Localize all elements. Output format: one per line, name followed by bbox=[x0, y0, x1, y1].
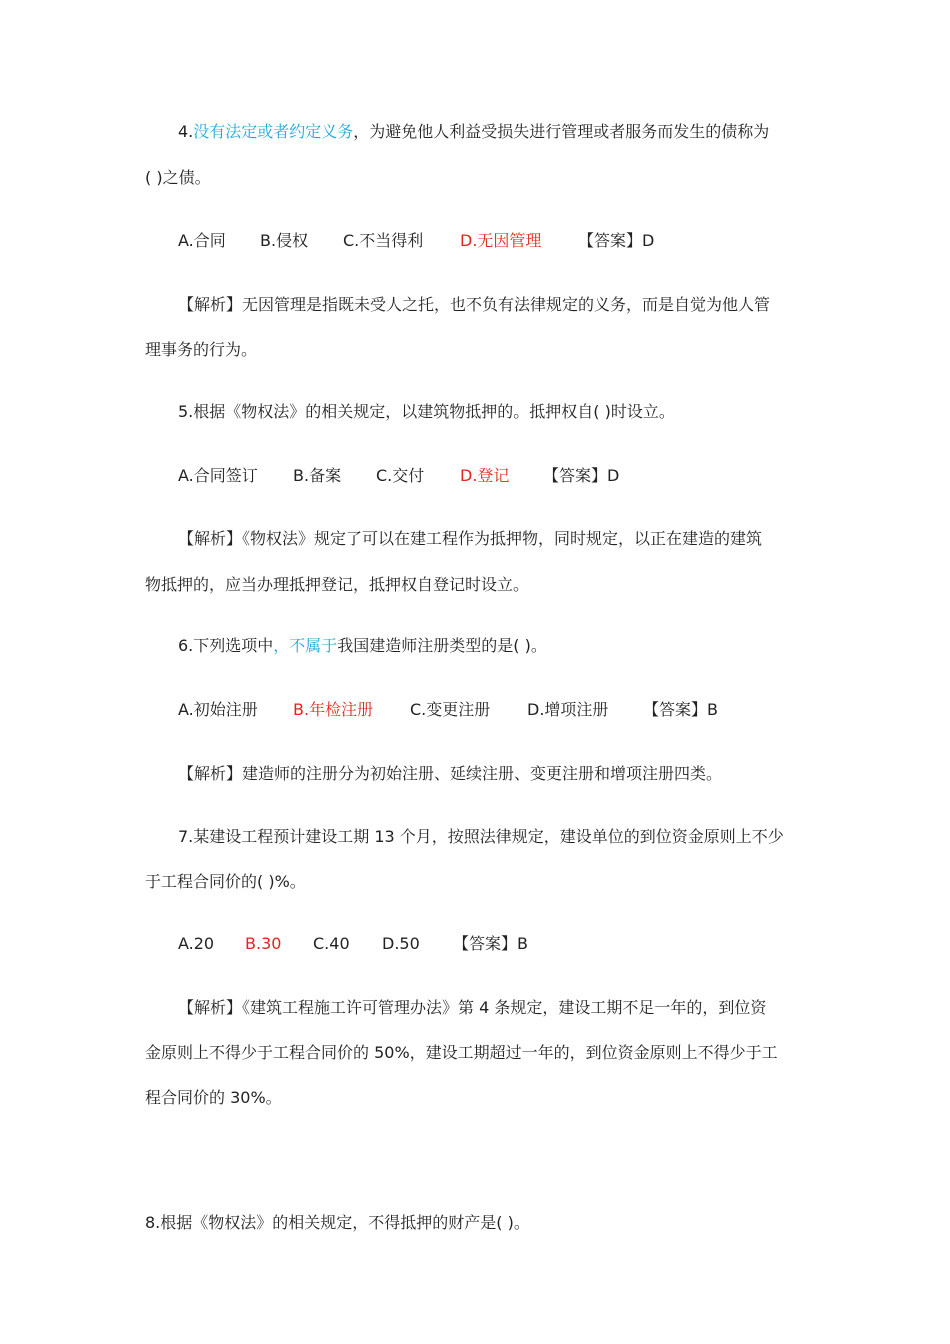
q7-stem-line1: 7.某建设工程预计建设工期 13 个月，按照法律规定，建设单位的到位资金原则上不少 bbox=[178, 827, 784, 846]
q6-stem-post: 我国建造师注册类型的是( )。 bbox=[337, 636, 547, 655]
q7-option-d: D.50 bbox=[382, 934, 420, 953]
q7-stem-line2: 于工程合同价的( )%。 bbox=[145, 872, 306, 891]
q7-analysis-line3: 程合同价的 30%。 bbox=[145, 1088, 282, 1107]
q8-stem: 8.根据《物权法》的相关规定，不得抵押的财产是( )。 bbox=[145, 1213, 530, 1232]
q5-option-d: D.登记 bbox=[460, 466, 510, 485]
q6-option-d: D.增项注册 bbox=[527, 700, 609, 719]
q4-highlight: 没有法定或者约定义务 bbox=[193, 122, 354, 141]
q6-analysis: 【解析】建造师的注册分为初始注册、延续注册、变更注册和增项注册四类。 bbox=[178, 764, 723, 783]
q5-answer: 【答案】D bbox=[543, 466, 620, 485]
q5-option-a: A.合同签订 bbox=[178, 466, 258, 485]
q4-option-a: A.合同 bbox=[178, 231, 226, 250]
q5-option-b: B.备案 bbox=[293, 466, 342, 485]
q4-option-c: C.不当得利 bbox=[343, 231, 424, 250]
q4-number: 4. bbox=[178, 122, 194, 141]
q7-analysis-line2: 金原则上不得少于工程合同价的 50%，建设工期超过一年的，到位资金原则上不得少于工 bbox=[145, 1043, 778, 1062]
q6-highlight: ，不属于 bbox=[273, 636, 338, 655]
q4-analysis-line1: 【解析】无因管理是指既未受人之托，也不负有法律规定的义务，而是自觉为他人管 bbox=[178, 295, 771, 314]
q4-option-b: B.侵权 bbox=[260, 231, 309, 250]
q5-analysis-line1: 【解析】《物权法》规定了可以在建工程作为抵押物，同时规定，以正在建造的建筑 bbox=[178, 529, 763, 548]
q4-answer: 【答案】D bbox=[578, 231, 655, 250]
q5-option-c: C.交付 bbox=[376, 466, 425, 485]
q4-stem-line2: ( )之债。 bbox=[145, 168, 211, 187]
q5-stem: 5.根据《物权法》的相关规定，以建筑物抵押的。抵押权自( )时设立。 bbox=[178, 402, 675, 421]
q7-option-c: C.40 bbox=[313, 934, 350, 953]
q4-stem-text: ，为避免他人利益受损失进行管理或者服务而发生的债称为 bbox=[353, 122, 770, 141]
q4-analysis-line2: 理事务的行为。 bbox=[145, 340, 258, 359]
q5-analysis-line2: 物抵押的，应当办理抵押登记，抵押权自登记时设立。 bbox=[145, 575, 530, 594]
q7-analysis-line1: 【解析】《建筑工程施工许可管理办法》第 4 条规定，建设工期不足一年的，到位资 bbox=[178, 998, 767, 1017]
q7-option-a: A.20 bbox=[178, 934, 215, 953]
q6-stem-pre: 6.下列选项中 bbox=[178, 636, 274, 655]
q4-option-d: D.无因管理 bbox=[460, 231, 542, 250]
q4-stem-line1 bbox=[178, 122, 769, 142]
q6-option-a: A.初始注册 bbox=[178, 700, 258, 719]
q6-answer: 【答案】B bbox=[643, 700, 718, 719]
q6-option-b: B.年检注册 bbox=[293, 700, 374, 719]
q7-answer: 【答案】B bbox=[453, 934, 528, 953]
q6-option-c: C.变更注册 bbox=[410, 700, 491, 719]
q6-stem bbox=[178, 636, 547, 656]
q7-option-b: B.30 bbox=[245, 934, 282, 953]
